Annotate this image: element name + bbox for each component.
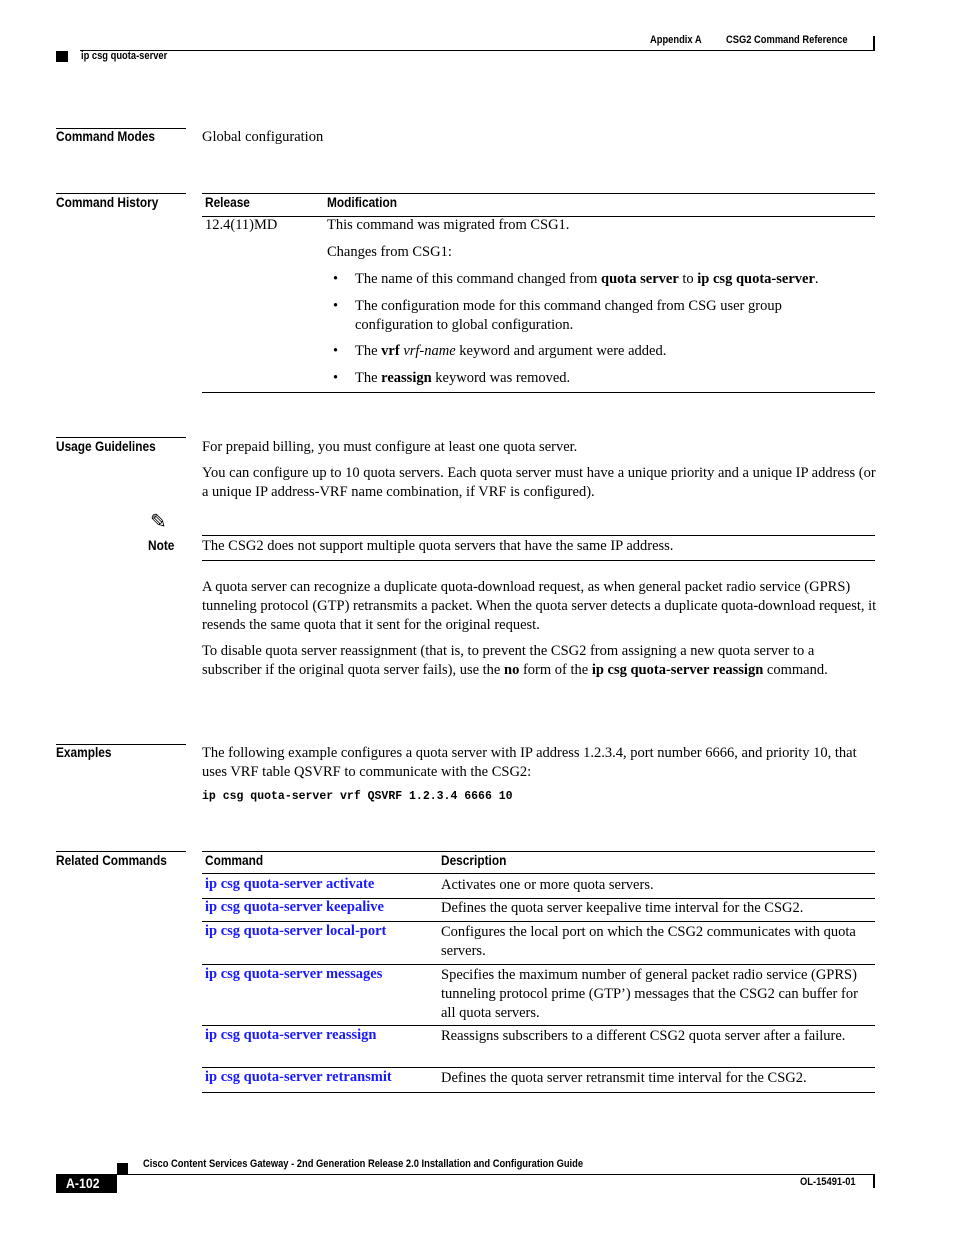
header-section: ip csg quota-server: [81, 50, 168, 62]
command-modes-heading: Command Modes: [56, 129, 156, 144]
example-code: ip csg quota-server vrf QSVRF 1.2.3.4 6666 10: [202, 790, 513, 803]
note-rule: [202, 560, 875, 561]
header-marker: [56, 51, 68, 62]
col-release: Release: [205, 195, 250, 210]
command-description: Defines the quota server retransmit time interval for the CSG2.: [441, 1070, 807, 1086]
note-rule: [202, 535, 875, 536]
header-appendix: Appendix A: [650, 34, 702, 46]
footer-marker: [117, 1163, 128, 1174]
footer-rule: [117, 1174, 875, 1175]
usage-paragraph: You can configure up to 10 quota servers. Each quota server must have a unique priority and a unique IP address (or a unique IP address-VRF name combination, if VRF is configured).: [202, 465, 876, 500]
note-text: The CSG2 does not support multiple quota servers that have the same IP address.: [202, 538, 674, 554]
command-link[interactable]: ip csg quota-server messages: [205, 966, 383, 982]
release-value: 12.4(11)MD: [205, 217, 278, 233]
page-number: A-102: [66, 1175, 100, 1191]
header-rule: [80, 50, 875, 51]
command-history-heading: Command History: [56, 195, 159, 210]
table-rule: [202, 851, 875, 852]
table-rule: [202, 921, 875, 922]
history-bullet: • The configuration mode for this command changed from CSG user group configuration to global configuration.: [355, 297, 855, 335]
pencil-icon: ✎: [150, 511, 167, 533]
section-rule: [56, 851, 186, 852]
command-link[interactable]: ip csg quota-server reassign: [205, 1027, 377, 1043]
command-link[interactable]: ip csg quota-server keepalive: [205, 899, 384, 915]
header-chapter: CSG2 Command Reference: [726, 34, 848, 46]
table-rule: [202, 1092, 875, 1093]
header-bar: [873, 36, 875, 50]
table-rule: [202, 193, 875, 194]
command-description: Reassigns subscribers to a different CSG2 quota server after a failure.: [441, 1028, 846, 1044]
footer-bar: [873, 1175, 875, 1188]
table-rule: [202, 873, 875, 874]
command-description: Configures the local port on which the CSG2 communicates with quota servers.: [441, 924, 856, 959]
usage-paragraph: A quota server can recognize a duplicate quota-download request, as when general packet radio service (GPRS) tunneling protocol (GTP) retransmits a packet. When the quota server detects a duplicate quota-download request, it resends the same quota that it sent for the original request.: [202, 579, 877, 633]
command-description: Specifies the maximum number of general packet radio service (GPRS) tunneling protocol prime (GTP’) messages that the CSG2 can buffer for all quota servers.: [441, 967, 858, 1021]
history-bullet: • The reassign keyword was removed.: [355, 369, 875, 388]
col-command: Command: [205, 853, 264, 868]
table-rule: [202, 964, 875, 965]
usage-heading: Usage Guidelines: [56, 439, 156, 454]
command-modes-text: Global configuration: [202, 129, 324, 145]
modification-line: This command was migrated from CSG1.: [327, 217, 570, 233]
section-rule: [56, 437, 186, 438]
history-bullet: • The name of this command changed from quota server to ip csg quota-server.: [355, 270, 875, 289]
table-rule: [202, 1025, 875, 1026]
usage-paragraph: To disable quota server reassignment (that is, to prevent the CSG2 from assigning a new quota server to a subscriber if the original quota server fails), use the no form of the ip csg quota-server reassign command.: [202, 643, 828, 678]
footer-title: Cisco Content Services Gateway - 2nd Generation Release 2.0 Installation and Configuration Guide: [143, 1158, 584, 1170]
command-link[interactable]: ip csg quota-server retransmit: [205, 1069, 392, 1085]
note-label: Note: [148, 538, 175, 553]
col-description: Description: [441, 853, 507, 868]
history-bullet: • The vrf vrf-name keyword and argument were added.: [355, 342, 875, 361]
footer-doc-id: OL-15491-01: [800, 1176, 856, 1188]
command-description: Activates one or more quota servers.: [441, 877, 654, 893]
command-description: Defines the quota server keepalive time interval for the CSG2.: [441, 900, 804, 916]
section-rule: [56, 193, 186, 194]
related-heading: Related Commands: [56, 853, 167, 868]
examples-heading: Examples: [56, 745, 112, 760]
command-link[interactable]: ip csg quota-server activate: [205, 876, 375, 892]
examples-text: The following example configures a quota server with IP address 1.2.3.4, port number 6666, and priority 10, that uses VRF table QSVRF to communicate with the CSG2:: [202, 745, 857, 780]
modification-line: Changes from CSG1:: [327, 244, 452, 260]
table-rule: [202, 1067, 875, 1068]
usage-paragraph: For prepaid billing, you must configure at least one quota server.: [202, 439, 578, 455]
col-modification: Modification: [327, 195, 397, 210]
table-rule: [202, 392, 875, 393]
command-link[interactable]: ip csg quota-server local-port: [205, 923, 387, 939]
